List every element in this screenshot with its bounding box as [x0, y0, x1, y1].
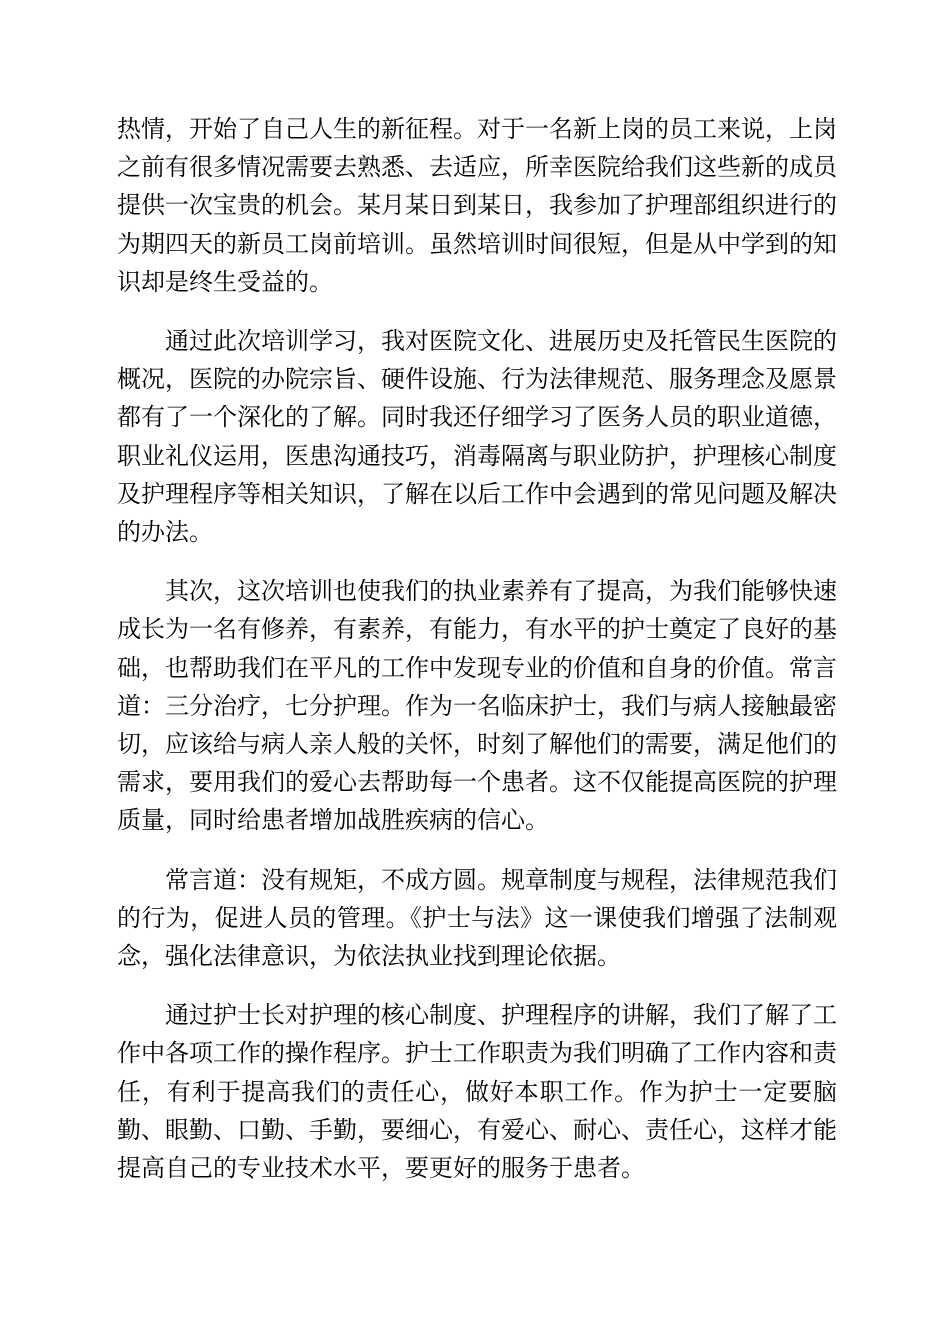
- paragraph-3: 其次，这次培训也使我们的执业素养有了提高，为我们能够快速成长为一名有修养，有素养，有能力，有水平的护士奠定了良好的基础，也帮助我们在平凡的工作中发现专业的价值和自身的价值。常言道：三分治疗，七分护理。作为一名临床护士，我们与病人接触最密切，应该给与病人亲人般的关怀，时刻了解他们的需要，满足他们的需求，要用我们的爱心去帮助每一个患者。这不仅能提高医院的护理质量，同时给患者增加战胜疾病的信心。: [117, 577, 837, 835]
- paragraph-4: 常言道：没有规矩，不成方圆。规章制度与规程，法律规范我们的行为，促进人员的管理。《护士与法》这一课使我们增强了法制观念，强化法律意识，为依法执业找到理论依据。: [117, 865, 837, 971]
- paragraph-5: 通过护士长对护理的核心制度、护理程序的讲解，我们了解了工作中各项工作的操作程序。护士工作职责为我们明确了工作内容和责任，有利于提高我们的责任心，做好本职工作。作为护士一定要脑勤、眼勤、口勤、手勤，要细心，有爱心、耐心、责任心，这样才能提高自己的专业技术水平，要更好的服务于患者。: [117, 1001, 837, 1183]
- paragraph-1: 热情，开始了自己人生的新征程。对于一名新上岗的员工来说，上岗之前有很多情况需要去熟悉、去适应，所幸医院给我们这些新的成员提供一次宝贵的机会。某月某日到某日，我参加了护理部组织进行的为期四天的新员工岗前培训。虽然培训时间很短，但是从中学到的知识却是终生受益的。: [117, 115, 837, 296]
- paragraph-2: 通过此次培训学习，我对医院文化、进展历史及托管民生医院的概况，医院的办院宗旨、硬件设施、行为法律规范、服务理念及愿景都有了一个深化的了解。同时我还仔细学习了医务人员的职业道德，职业礼仪运用，医患沟通技巧，消毒隔离与职业防护，护理核心制度及护理程序等相关知识，了解在以后工作中会遇到的常见问题及解决的办法。: [117, 327, 837, 547]
- document-body: [117, 110, 837, 1208]
